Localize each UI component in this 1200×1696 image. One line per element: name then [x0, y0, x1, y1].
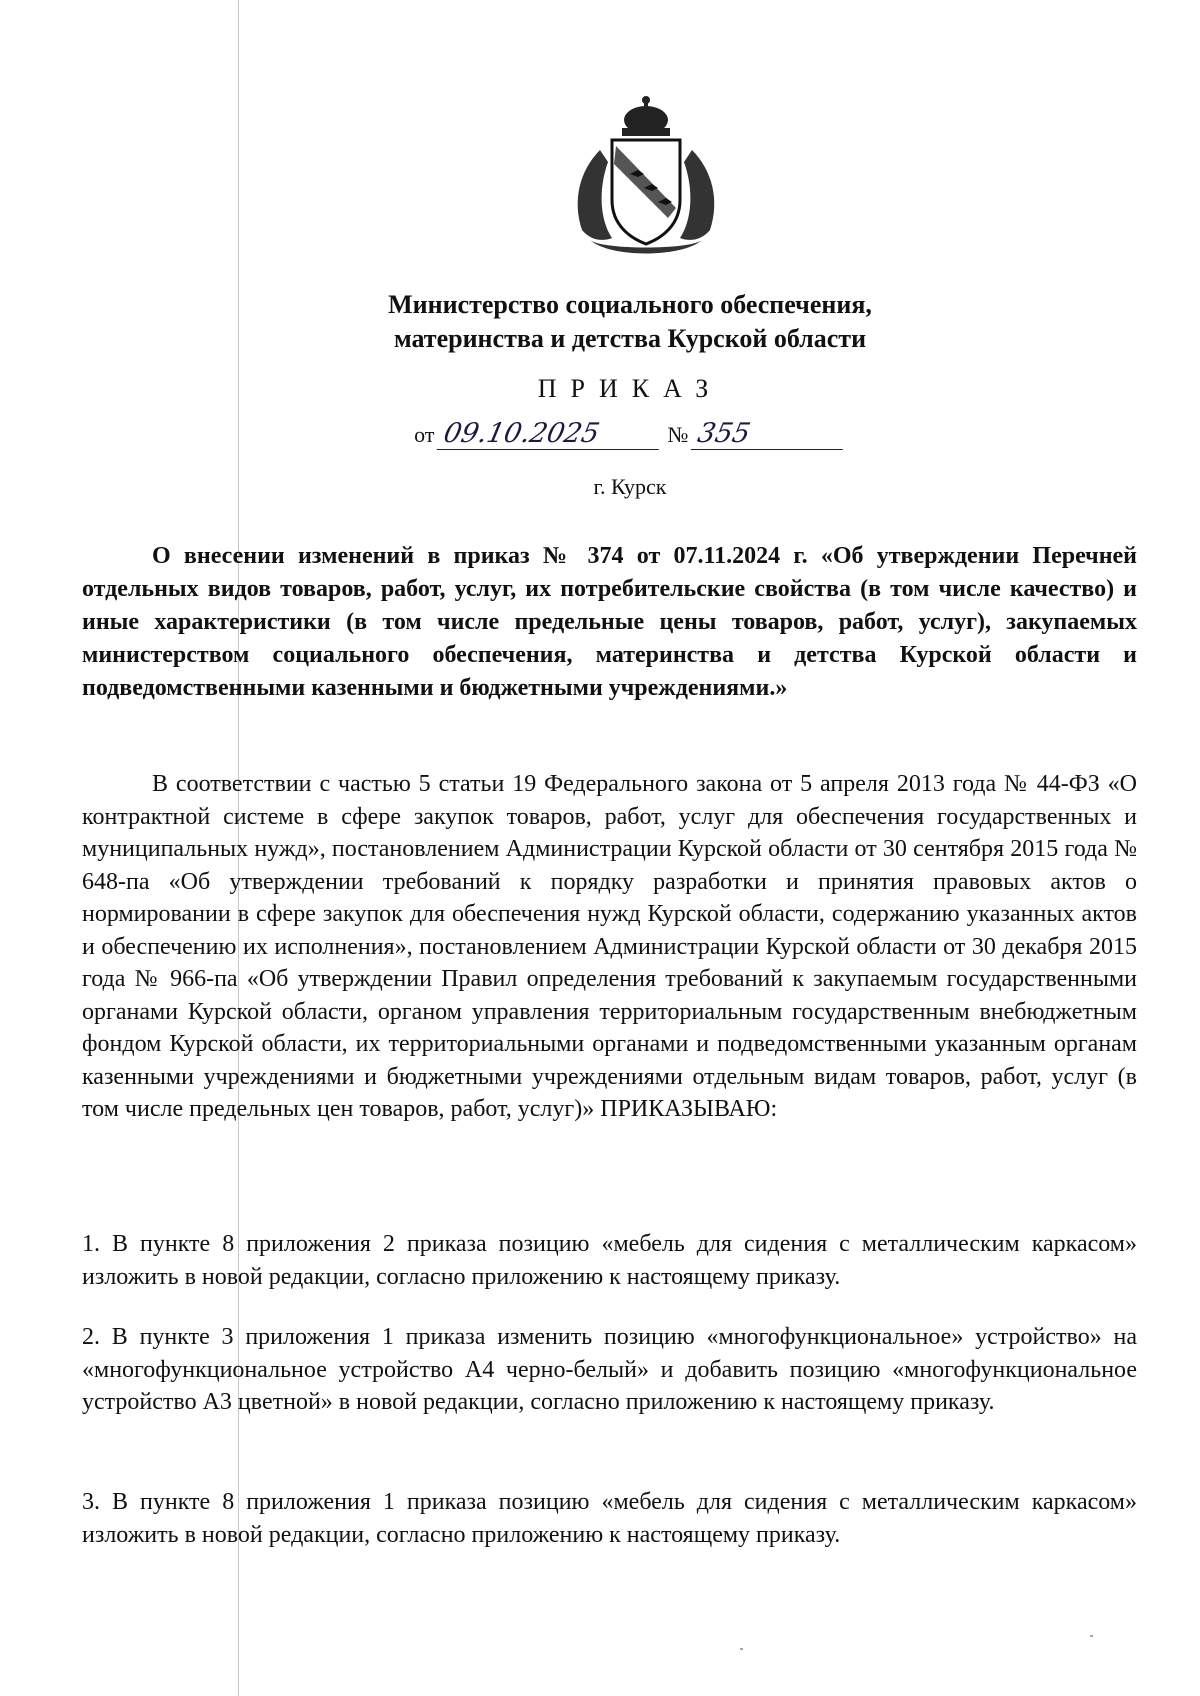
- ministry-line-2: материнства и детства Курской области: [393, 324, 867, 353]
- scan-speck: [740, 1648, 743, 1650]
- handwritten-number: 355: [691, 419, 850, 450]
- list-item: 2. В пункте 3 приложения 1 приказа изменить позицию «многофункциональное» устройство» на «многофункциональное устройство А4 черно-белый» и добавить позицию «многофункциональное устройство А3 цветной» в новой редакции, согласно приложению к настоящему приказу.: [82, 1324, 1137, 1415]
- preamble-paragraph: В соответствии с частью 5 статьи 19 Федерального закона от 5 апреля 2013 года № 44-ФЗ «О контрактной системе в сфере закупок товаров, работ, услуг для обеспечения государственных и муниципальных нужд», постановлением Администрации Курской области от 30 сентября 2015 года № 648-па «Об утверждении требований к порядку разработки и принятия правовых актов о нормировании в сфере закупок для обеспечения нужд Курской области, содержанию указанных актов и обеспечению их исполнения», постановлением Администрации Курской области от 30 декабря 2015 года № 966-па «Об утверждении Правил определения требований к закупаемым государственными органами Курской области, органом управления территориальным государственным внебюджетным фондом Курской области, их территориальными органами и подведомственными указанным органам казенными учреждениями и бюджетными учреждениями отдельным видам товаров, работ, услуг (в том числе предельных цен товаров, работ, услуг)» ПРИКАЗЫВАЮ:: [82, 771, 1137, 1122]
- ministry-name: [300, 288, 960, 356]
- ministry-line-1: Министерство социального обеспечения,: [388, 290, 872, 319]
- order-title: ПРИКАЗ: [537, 374, 723, 403]
- handwritten-date: 09.10.2025: [437, 419, 666, 450]
- order-date-number-line: [300, 418, 960, 452]
- list-item: 3. В пункте 8 приложения 1 приказа позицию «мебель для сидения с металлическим каркасом» изложить в новой редакции, согласно приложению к настоящему приказу.: [82, 1489, 1137, 1548]
- kursk-coat-of-arms-icon: [560, 90, 732, 262]
- order-heading: О внесении изменений в приказ № 374 от 07.11.2024 г. «Об утверждении Перечней отдельных видов товаров, работ, услуг, их потребительские свойства (в том числе качество) и иные характеристики (в том числе предельные цены товаров, работ, услуг), закупаемых министерством социального обеспечения, материнства и детства Курской области и подведомственными казенными и бюджетными учреждениями.»: [82, 543, 1137, 701]
- list-item: 1. В пункте 8 приложения 2 приказа позицию «мебель для сидения с металлическим каркасом» изложить в новой редакции, согласно приложению к настоящему приказу.: [82, 1231, 1137, 1290]
- from-label: от: [414, 422, 435, 447]
- number-label: №: [667, 422, 689, 447]
- city-name: г. Курск: [593, 474, 667, 499]
- scan-speck: [1090, 1635, 1093, 1637]
